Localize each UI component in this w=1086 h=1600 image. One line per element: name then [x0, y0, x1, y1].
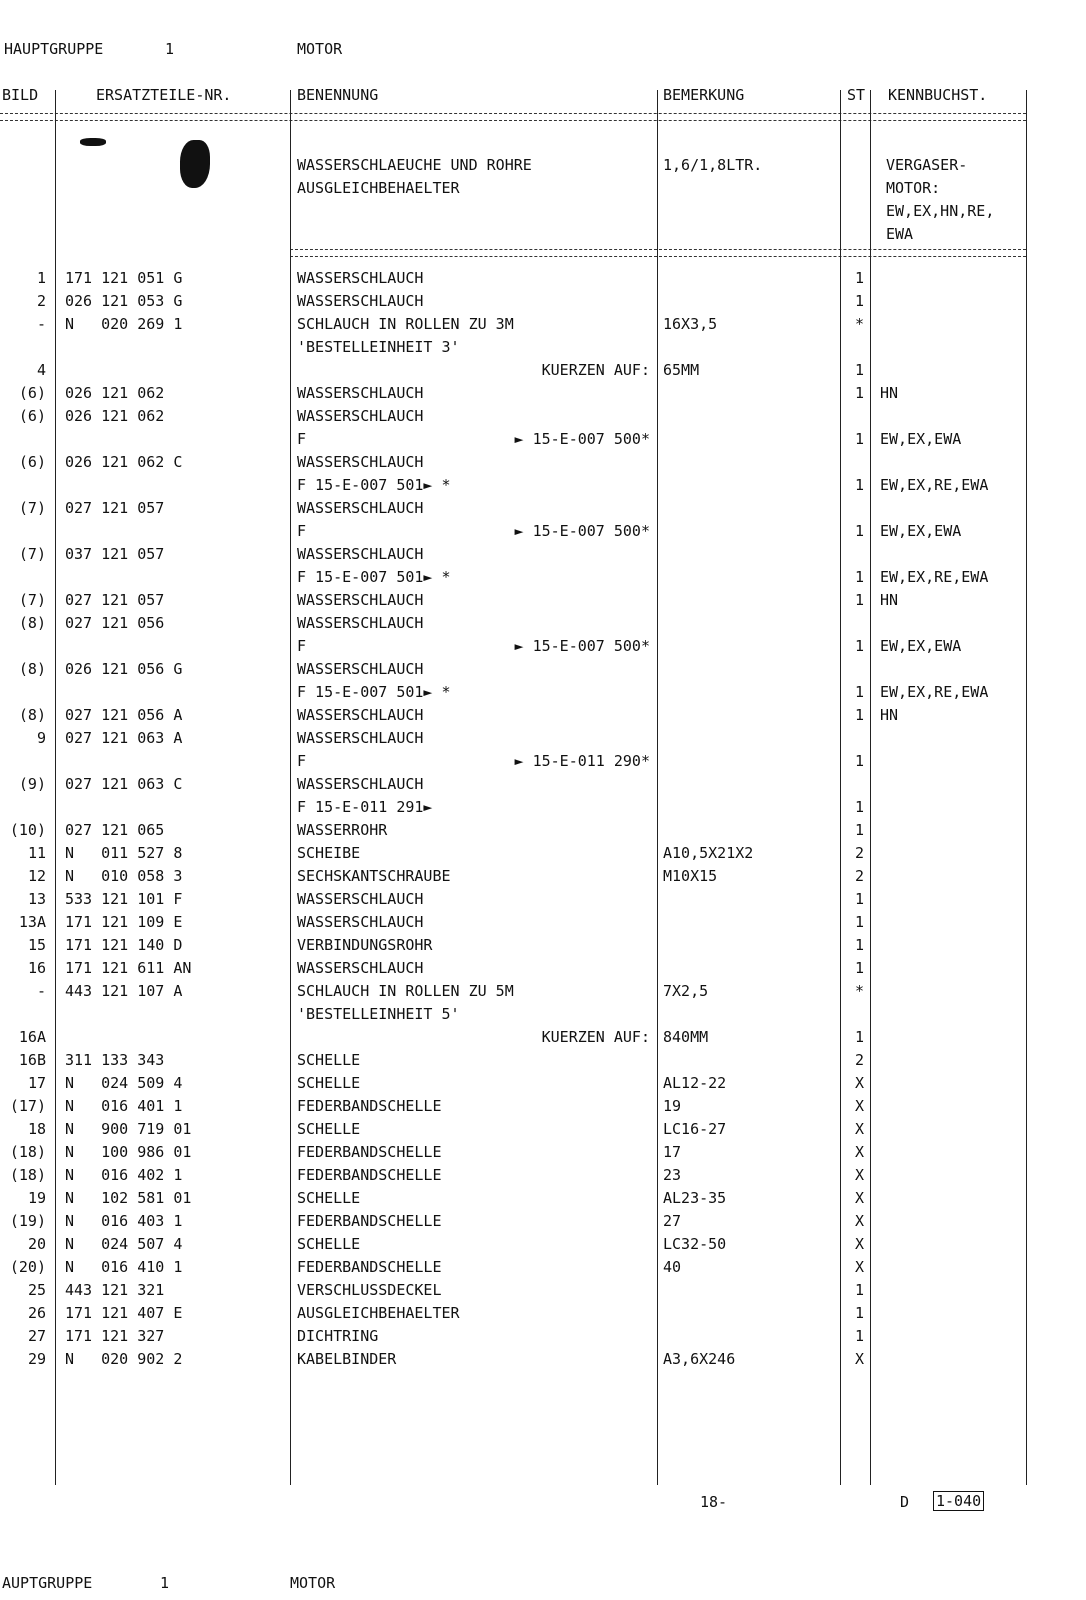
table-row — [0, 1165, 1030, 1187]
name-cell: FEDERBANDSCHELLE — [297, 1258, 442, 1276]
part-number-cell: N 016 410 1 — [65, 1258, 183, 1276]
page-number: 18- — [700, 1493, 728, 1511]
part-number-cell: 171 121 407 E — [65, 1304, 183, 1322]
table-row — [0, 1349, 1030, 1371]
code-cell: EW,EX,EWA — [880, 637, 962, 655]
part-number-cell: 171 121 327 — [65, 1327, 165, 1345]
quantity-cell: 1 — [854, 568, 864, 586]
remark-cell: AL23-35 — [663, 1189, 727, 1207]
d-label: D — [900, 1493, 910, 1511]
quantity-cell: 2 — [854, 867, 864, 885]
part-number-cell: 171 121 051 G — [65, 269, 183, 287]
table-row — [0, 889, 1030, 911]
quantity-cell: 2 — [854, 1051, 864, 1069]
name-cell: SCHELLE — [297, 1235, 361, 1253]
remark-cell: LC16-27 — [663, 1120, 727, 1138]
quantity-cell: X — [854, 1097, 864, 1115]
remark-cell: 23 — [663, 1166, 682, 1184]
col-header-part: ERSATZTEILE-NR. — [96, 86, 232, 104]
name-cell: KABELBINDER — [297, 1350, 397, 1368]
name-cell: F — [297, 637, 307, 655]
quantity-cell: 1 — [854, 1304, 864, 1322]
name-cell: F 15-E-011 291► — [297, 798, 433, 816]
quantity-cell: * — [854, 982, 864, 1000]
code-cell: EW,EX,RE,EWA — [880, 568, 989, 586]
table-row — [0, 1027, 1030, 1049]
ink-smudge — [80, 138, 106, 146]
quantity-cell: 1 — [854, 752, 864, 770]
table-row — [0, 866, 1030, 888]
bottom-group-title: MOTOR — [290, 1574, 336, 1592]
part-number-cell: 311 133 343 — [65, 1051, 165, 1069]
table-row — [0, 613, 1030, 635]
name-cell: SCHELLE — [297, 1189, 361, 1207]
section-kenn-4: EWA — [886, 225, 914, 243]
code-cell: EW,EX,RE,EWA — [880, 476, 989, 494]
part-number-cell: 027 121 057 — [65, 499, 165, 517]
bottom-group-label: AUPTGRUPPE — [2, 1574, 93, 1592]
part-number-cell: 026 121 056 G — [65, 660, 183, 678]
name-cell: VERBINDUNGSROHR — [297, 936, 433, 954]
part-number-cell: 443 121 107 A — [65, 982, 183, 1000]
quantity-cell: X — [854, 1212, 864, 1230]
table-row — [0, 912, 1030, 934]
part-number-cell: 533 121 101 F — [65, 890, 183, 908]
part-number-cell: 027 121 056 A — [65, 706, 183, 724]
table-row — [0, 797, 1030, 819]
code-cell: HN — [880, 591, 899, 609]
table-row — [0, 659, 1030, 681]
bild-cell: 26 — [27, 1304, 46, 1322]
quantity-cell: X — [854, 1350, 864, 1368]
table-row — [0, 1303, 1030, 1325]
table-row — [0, 498, 1030, 520]
remark-cell: A3,6X246 — [663, 1350, 736, 1368]
part-number-cell: N 102 581 01 — [65, 1189, 192, 1207]
col-header-bild: BILD — [2, 86, 39, 104]
name-cell: WASSERSCHLAUCH — [297, 499, 424, 517]
part-number-cell: N 100 986 01 — [65, 1143, 192, 1161]
name-cell: SCHLAUCH IN ROLLEN ZU 5M — [297, 982, 514, 1000]
table-row — [0, 1188, 1030, 1210]
bild-cell: - — [36, 315, 46, 333]
name-cell: SCHEIBE — [297, 844, 361, 862]
table-row — [0, 1326, 1030, 1348]
table-row — [0, 820, 1030, 842]
part-number-cell: 171 121 109 E — [65, 913, 183, 931]
part-number-cell: N 024 507 4 — [65, 1235, 183, 1253]
bild-cell: 16 — [27, 959, 46, 977]
quantity-cell: 1 — [854, 890, 864, 908]
quantity-cell: 1 — [854, 1028, 864, 1046]
quantity-cell: 1 — [854, 936, 864, 954]
table-row — [0, 1073, 1030, 1095]
name-cell: 'BESTELLEINHEIT 5' — [297, 1005, 460, 1023]
table-row — [0, 774, 1030, 796]
name-cell: FEDERBANDSCHELLE — [297, 1166, 442, 1184]
table-row — [0, 1257, 1030, 1279]
table-row — [0, 360, 1030, 382]
ink-blot — [180, 140, 210, 188]
name-cell: F — [297, 522, 307, 540]
bild-cell: (17) — [9, 1097, 46, 1115]
quantity-cell: X — [854, 1258, 864, 1276]
code-cell: EW,EX,EWA — [880, 430, 962, 448]
part-number-cell: 037 121 057 — [65, 545, 165, 563]
table-row — [0, 935, 1030, 957]
remark-cell: 840MM — [663, 1028, 709, 1046]
bild-cell: 17 — [27, 1074, 46, 1092]
quantity-cell: X — [854, 1235, 864, 1253]
name-cell: F — [297, 752, 307, 770]
bild-cell: 25 — [27, 1281, 46, 1299]
name-cell: WASSERROHR — [297, 821, 388, 839]
remark-cell: AL12-22 — [663, 1074, 727, 1092]
bild-cell: 16B — [18, 1051, 46, 1069]
quantity-cell: 1 — [854, 522, 864, 540]
table-row — [0, 314, 1030, 336]
bild-cell: (6) — [18, 407, 46, 425]
table-row — [0, 291, 1030, 313]
part-number-cell: 027 121 065 — [65, 821, 165, 839]
name-cell: WASSERSCHLAUCH — [297, 614, 424, 632]
bild-cell: (7) — [18, 545, 46, 563]
table-row — [0, 1211, 1030, 1233]
bild-cell: 1 — [36, 269, 46, 287]
table-row — [0, 406, 1030, 428]
quantity-cell: 1 — [854, 683, 864, 701]
table-row — [0, 1280, 1030, 1302]
bild-cell: 11 — [27, 844, 46, 862]
quantity-cell: 1 — [854, 798, 864, 816]
remark-cell: 17 — [663, 1143, 682, 1161]
bild-cell: 19 — [27, 1189, 46, 1207]
bild-cell: 18 — [27, 1120, 46, 1138]
table-row — [0, 383, 1030, 405]
section-kenn-3: EW,EX,HN,RE, — [886, 202, 995, 220]
bild-cell: (6) — [18, 384, 46, 402]
code-cell: EW,EX,EWA — [880, 522, 962, 540]
table-row — [0, 1004, 1030, 1026]
continuation-cell: ► 15-E-007 500* — [514, 637, 650, 655]
continuation-cell: ► 15-E-007 500* — [514, 430, 650, 448]
part-number-cell: 171 121 611 AN — [65, 959, 192, 977]
bild-cell: 9 — [36, 729, 46, 747]
name-cell: 'BESTELLEINHEIT 3' — [297, 338, 460, 356]
name-cell: WASSERSCHLAUCH — [297, 591, 424, 609]
group-title: MOTOR — [297, 40, 343, 58]
name-cell: WASSERSCHLAUCH — [297, 453, 424, 471]
remark-cell: LC32-50 — [663, 1235, 727, 1253]
code-cell: HN — [880, 384, 899, 402]
code-cell: HN — [880, 706, 899, 724]
name-cell: F 15-E-007 501► * — [297, 476, 451, 494]
table-row — [0, 958, 1030, 980]
table-row — [0, 590, 1030, 612]
remark-cell: 65MM — [663, 361, 700, 379]
quantity-cell: 1 — [854, 821, 864, 839]
table-row — [0, 1119, 1030, 1141]
table-row — [0, 1234, 1030, 1256]
continuation-cell: KUERZEN AUF: — [541, 361, 650, 379]
quantity-cell: 1 — [854, 1327, 864, 1345]
table-row — [0, 682, 1030, 704]
quantity-cell: 1 — [854, 913, 864, 931]
quantity-cell: 1 — [854, 591, 864, 609]
part-number-cell: 026 121 062 — [65, 407, 165, 425]
bild-cell: (7) — [18, 591, 46, 609]
table-row — [0, 337, 1030, 359]
table-row — [0, 1142, 1030, 1164]
col-header-bem: BEMERKUNG — [663, 86, 745, 104]
table-row — [0, 268, 1030, 290]
section-remark: 1,6/1,8LTR. — [663, 156, 763, 174]
part-number-cell: N 011 527 8 — [65, 844, 183, 862]
part-number-cell: 027 121 057 — [65, 591, 165, 609]
bild-cell: (9) — [18, 775, 46, 793]
code-cell: EW,EX,RE,EWA — [880, 683, 989, 701]
section-title-2: AUSGLEICHBEHAELTER — [297, 179, 460, 197]
part-number-cell: N 900 719 01 — [65, 1120, 192, 1138]
bottom-group-number: 1 — [160, 1574, 170, 1592]
quantity-cell: 1 — [854, 361, 864, 379]
part-number-cell: N 016 402 1 — [65, 1166, 183, 1184]
quantity-cell: 1 — [854, 959, 864, 977]
remark-cell: 7X2,5 — [663, 982, 709, 1000]
part-number-cell: N 010 058 3 — [65, 867, 183, 885]
part-number-cell: 026 121 062 — [65, 384, 165, 402]
bild-cell: (6) — [18, 453, 46, 471]
bild-cell: - — [36, 982, 46, 1000]
group-label: HAUPTGRUPPE — [4, 40, 104, 58]
col-header-st: ST — [847, 86, 866, 104]
bild-cell: (8) — [18, 706, 46, 724]
remark-cell: 19 — [663, 1097, 682, 1115]
page-code: 1-040 — [933, 1491, 984, 1511]
table-row — [0, 705, 1030, 727]
part-number-cell: N 016 401 1 — [65, 1097, 183, 1115]
part-number-cell: 026 121 053 G — [65, 292, 183, 310]
bild-cell: (8) — [18, 660, 46, 678]
table-row — [0, 521, 1030, 543]
name-cell: WASSERSCHLAUCH — [297, 545, 424, 563]
name-cell: SCHELLE — [297, 1051, 361, 1069]
part-number-cell: N 020 902 2 — [65, 1350, 183, 1368]
bild-cell: (7) — [18, 499, 46, 517]
table-row — [0, 843, 1030, 865]
name-cell: VERSCHLUSSDECKEL — [297, 1281, 442, 1299]
quantity-cell: X — [854, 1166, 864, 1184]
col-header-kenn: KENNBUCHST. — [888, 86, 988, 104]
quantity-cell: * — [854, 315, 864, 333]
table-row — [0, 429, 1030, 451]
part-number-cell: 026 121 062 C — [65, 453, 183, 471]
name-cell: WASSERSCHLAUCH — [297, 384, 424, 402]
name-cell: AUSGLEICHBEHAELTER — [297, 1304, 460, 1322]
name-cell: WASSERSCHLAUCH — [297, 660, 424, 678]
bild-cell: 13A — [18, 913, 46, 931]
table-row — [0, 1096, 1030, 1118]
part-number-cell: 171 121 140 D — [65, 936, 183, 954]
name-cell: F 15-E-007 501► * — [297, 683, 451, 701]
bild-cell: 29 — [27, 1350, 46, 1368]
table-row — [0, 567, 1030, 589]
table-row — [0, 1050, 1030, 1072]
name-cell: DICHTRING — [297, 1327, 379, 1345]
continuation-cell: KUERZEN AUF: — [541, 1028, 650, 1046]
bild-cell: (10) — [9, 821, 46, 839]
section-title-1: WASSERSCHLAEUCHE UND ROHRE — [297, 156, 532, 174]
table-row — [0, 544, 1030, 566]
quantity-cell: 1 — [854, 430, 864, 448]
bild-cell: 2 — [36, 292, 46, 310]
table-row — [0, 452, 1030, 474]
quantity-cell: X — [854, 1189, 864, 1207]
bild-cell: 16A — [18, 1028, 46, 1046]
bild-cell: 15 — [27, 936, 46, 954]
remark-cell: M10X15 — [663, 867, 718, 885]
name-cell: WASSERSCHLAUCH — [297, 775, 424, 793]
quantity-cell: X — [854, 1120, 864, 1138]
remark-cell: 27 — [663, 1212, 682, 1230]
part-number-cell: N 016 403 1 — [65, 1212, 183, 1230]
part-number-cell: N 024 509 4 — [65, 1074, 183, 1092]
name-cell: WASSERSCHLAUCH — [297, 729, 424, 747]
remark-cell: 40 — [663, 1258, 682, 1276]
name-cell: WASSERSCHLAUCH — [297, 269, 424, 287]
name-cell: FEDERBANDSCHELLE — [297, 1143, 442, 1161]
section-kenn-2: MOTOR: — [886, 179, 941, 197]
bild-cell: 4 — [36, 361, 46, 379]
name-cell: SCHELLE — [297, 1120, 361, 1138]
bild-cell: (19) — [9, 1212, 46, 1230]
name-cell: WASSERSCHLAUCH — [297, 407, 424, 425]
bild-cell: 12 — [27, 867, 46, 885]
section-separator — [290, 249, 1026, 257]
bild-cell: (20) — [9, 1258, 46, 1276]
table-row — [0, 751, 1030, 773]
name-cell: FEDERBANDSCHELLE — [297, 1212, 442, 1230]
part-number-cell: 027 121 056 — [65, 614, 165, 632]
bild-cell: (8) — [18, 614, 46, 632]
bild-cell: 27 — [27, 1327, 46, 1345]
name-cell: WASSERSCHLAUCH — [297, 913, 424, 931]
continuation-cell: ► 15-E-007 500* — [514, 522, 650, 540]
col-header-name: BENENNUNG — [297, 86, 379, 104]
section-kenn-1: VERGASER- — [886, 156, 968, 174]
bild-cell: (18) — [9, 1143, 46, 1161]
quantity-cell: 1 — [854, 476, 864, 494]
table-row — [0, 981, 1030, 1003]
remark-cell: A10,5X21X2 — [663, 844, 754, 862]
name-cell: WASSERSCHLAUCH — [297, 890, 424, 908]
quantity-cell: 1 — [854, 384, 864, 402]
part-number-cell: 027 121 063 A — [65, 729, 183, 747]
quantity-cell: 1 — [854, 269, 864, 287]
name-cell: WASSERSCHLAUCH — [297, 292, 424, 310]
bild-cell: 13 — [27, 890, 46, 908]
table-row — [0, 475, 1030, 497]
name-cell: SCHELLE — [297, 1074, 361, 1092]
continuation-cell: ► 15-E-011 290* — [514, 752, 650, 770]
name-cell: SECHSKANTSCHRAUBE — [297, 867, 451, 885]
quantity-cell: 1 — [854, 292, 864, 310]
bild-cell: 20 — [27, 1235, 46, 1253]
quantity-cell: 1 — [854, 706, 864, 724]
quantity-cell: X — [854, 1074, 864, 1092]
part-number-cell: N 020 269 1 — [65, 315, 183, 333]
name-cell: WASSERSCHLAUCH — [297, 706, 424, 724]
header-separator — [0, 113, 1026, 121]
name-cell: FEDERBANDSCHELLE — [297, 1097, 442, 1115]
part-number-cell: 443 121 321 — [65, 1281, 165, 1299]
table-row — [0, 636, 1030, 658]
quantity-cell: 2 — [854, 844, 864, 862]
quantity-cell: X — [854, 1143, 864, 1161]
name-cell: SCHLAUCH IN ROLLEN ZU 3M — [297, 315, 514, 333]
bild-cell: (18) — [9, 1166, 46, 1184]
table-row — [0, 728, 1030, 750]
name-cell: WASSERSCHLAUCH — [297, 959, 424, 977]
remark-cell: 16X3,5 — [663, 315, 718, 333]
name-cell: F 15-E-007 501► * — [297, 568, 451, 586]
group-number: 1 — [165, 40, 175, 58]
name-cell: F — [297, 430, 307, 448]
quantity-cell: 1 — [854, 637, 864, 655]
quantity-cell: 1 — [854, 1281, 864, 1299]
part-number-cell: 027 121 063 C — [65, 775, 183, 793]
